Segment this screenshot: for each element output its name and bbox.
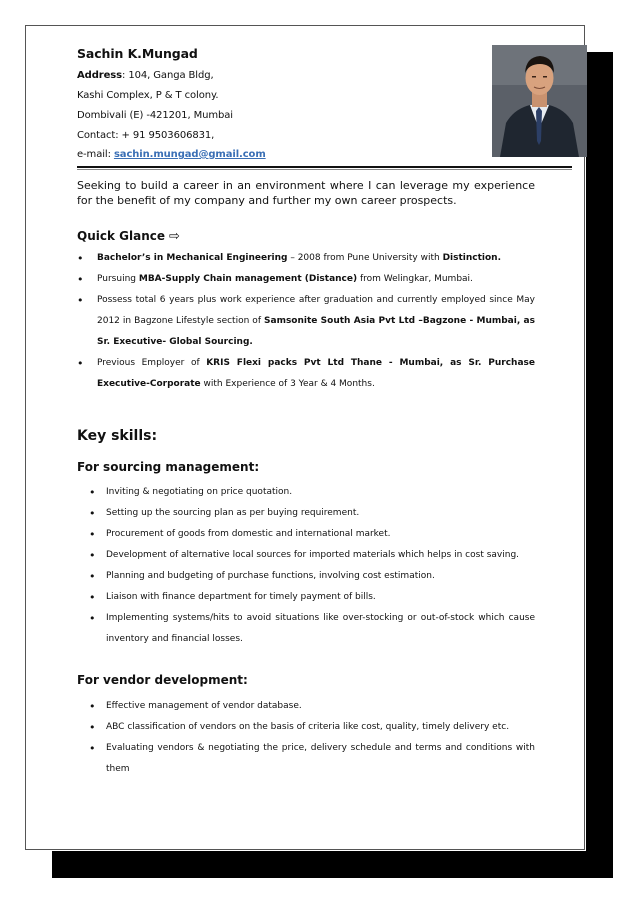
skill-item: • Development of alternative local sources for imported materials which helps in cost saving. [77,545,535,566]
email-line [77,149,266,160]
page-shadow-right [586,52,613,878]
profile-photo-graphic [492,45,587,157]
vendor-skills-list [77,696,535,780]
address-line-1 [77,70,214,81]
skill-item: • Procurement of goods from domestic and international market. [77,524,535,545]
key-skills-heading: Key skills: [77,428,158,444]
quick-glance-bold-text: Samsonite South Asia Pvt Ltd –Bagzone - Mumbai, as Sr. Executive- Global Sourcing. [97,316,535,347]
contact-number: Contact: + 91 9503606831, [77,130,215,141]
quick-glance-bold-text: MBA-Supply Chain management (Distance) [138,274,358,284]
quick-glance-heading [77,229,180,244]
skill-item: • Liaison with finance department for timely payment of bills. [77,587,535,608]
skill-item: • Planning and budgeting of purchase functions, involving cost estimation. [77,566,535,587]
quick-glance-list [77,248,535,395]
quick-glance-item [77,269,535,290]
quick-glance-text: Pursuing [97,274,139,284]
address-line-1-text: : 104, Ganga Bldg, [121,70,214,81]
vendor-heading: For vendor development: [77,673,248,687]
skill-item: • Effective management of vendor database. [77,696,535,717]
quick-glance-item [77,290,535,353]
candidate-name: Sachin K.Mungad [77,46,198,61]
career-objective: Seeking to build a career in an environment where I can leverage my experience for the benefit of my company and further my own career prospects. [77,179,535,207]
quick-glance-item [77,353,535,395]
quick-glance-title: Quick Glance [77,229,165,243]
quick-glance-text: – 2008 from Pune University with [287,253,443,263]
quick-glance-text: with Experience of 3 Year & 4 Months. [200,379,375,389]
skill-item: • Inviting & negotiating on price quotation. [77,482,535,503]
address-line-3: Dombivali (E) -421201, Mumbai [77,110,233,121]
profile-photo [492,45,587,157]
quick-glance-text: from Welingkar, Mumbai. [357,274,473,284]
quick-glance-bold-text: Bachelor’s in Mechanical Engineering [97,253,288,263]
right-arrow-icon: ⇨ [168,229,180,244]
quick-glance-bold-text: Distinction. [442,253,502,263]
quick-glance-text: Previous Employer of [97,358,207,368]
skill-item: • Evaluating vendors & negotiating the price, delivery schedule and terms and conditions with them [77,738,535,780]
skill-item: • Implementing systems/hits to avoid situations like over-stocking or out-of-stock which cause inventory and financial losses. [77,608,535,650]
email-link[interactable]: sachin.mungad@gmail.com [113,149,266,160]
address-label: Address [77,70,122,81]
skill-item: • ABC classification of vendors on the basis of criteria like cost, quality, timely delivery etc. [77,717,535,738]
skill-item: • Setting up the sourcing plan as per buying requirement. [77,503,535,524]
header-divider-thin [77,169,572,170]
quick-glance-text: Possess total 6 years plus work experience after graduation and currently employed since May 2012 in Bagzone Lifestyle section of [97,295,535,326]
quick-glance-bold-text: KRIS Flexi packs Pvt Ltd Thane - Mumbai, as Sr. Purchase Executive-Corporate [97,358,535,389]
address-line-2: Kashi Complex, P & T colony. [77,90,219,101]
quick-glance-item [77,248,535,269]
sourcing-skills-list [77,482,535,650]
sourcing-heading: For sourcing management: [77,460,260,474]
resume-page [25,25,585,850]
email-label: e-mail: [77,149,114,160]
header-divider [77,166,572,168]
page-shadow-bottom [52,851,613,878]
